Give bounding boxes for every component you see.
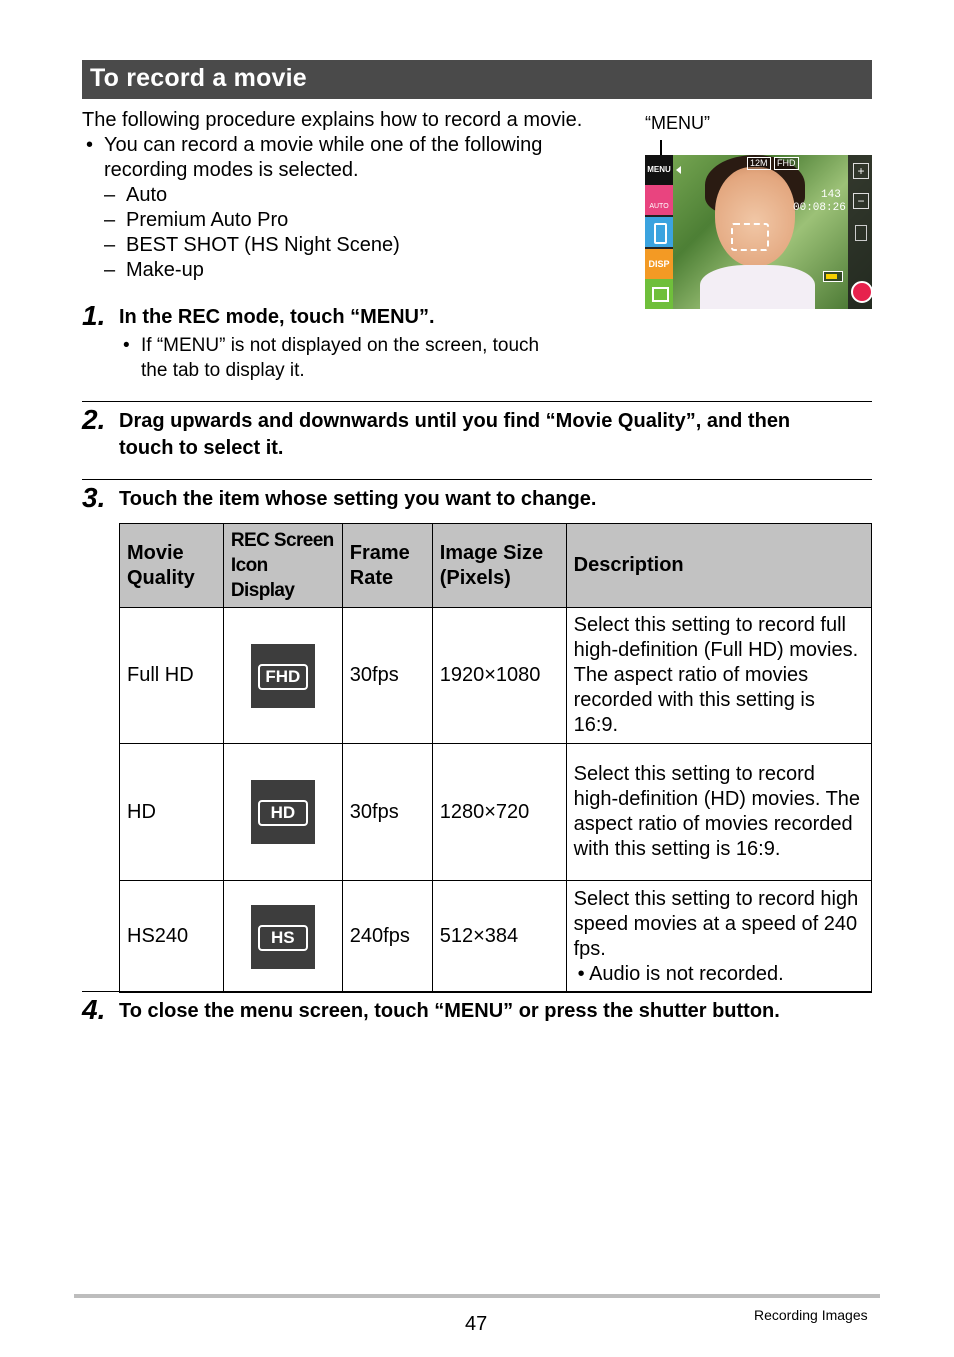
header-frame-rate: Frame Rate bbox=[342, 524, 432, 608]
play-icon bbox=[652, 287, 669, 302]
intro-bullet-line-2: recording modes is selected. bbox=[104, 159, 359, 181]
camera-right-panel bbox=[848, 155, 872, 309]
divider bbox=[82, 401, 872, 402]
face-detect-frame bbox=[731, 223, 769, 251]
mode-dash: – bbox=[104, 259, 116, 281]
header-image-size: Image Size (Pixels) bbox=[432, 524, 566, 608]
cell-frame-rate: 240fps bbox=[342, 881, 432, 993]
disp-tab[interactable]: DISP bbox=[645, 249, 673, 279]
page-number: 47 bbox=[465, 1313, 488, 1335]
phone-tab[interactable] bbox=[645, 217, 673, 247]
mode-item-best-shot: BEST SHOT (HS Night Scene) bbox=[126, 234, 400, 256]
photo-face bbox=[715, 167, 795, 267]
camera-sidebar bbox=[645, 155, 673, 309]
cell-icon bbox=[223, 881, 342, 993]
description-note: • Audio is not recorded. bbox=[577, 962, 784, 985]
divider bbox=[82, 991, 872, 992]
sidebar-collapse-arrow-icon[interactable] bbox=[676, 166, 681, 174]
mode-dash: – bbox=[104, 209, 116, 231]
zoom-in-button[interactable]: + bbox=[853, 163, 869, 179]
step-4-text: To close the menu screen, touch “MENU” or press the shutter button. bbox=[119, 1000, 780, 1022]
intro-bullet: • bbox=[86, 134, 94, 156]
step-2-text-line-2: touch to select it. bbox=[119, 437, 284, 459]
step-1-note-line-1: If “MENU” is not displayed on the screen, touch bbox=[141, 335, 540, 356]
image-size-badge: 12M bbox=[747, 157, 771, 170]
divider bbox=[82, 479, 872, 480]
auto-mode-tab[interactable]: AUTO bbox=[645, 185, 673, 215]
step-3-number: 3. bbox=[82, 482, 106, 513]
mode-item-premium-auto-pro: Premium Auto Pro bbox=[126, 209, 289, 231]
mode-dash: – bbox=[104, 184, 116, 206]
step-1-number: 1. bbox=[82, 300, 106, 331]
cell-description: Select this setting to record high-definition (HD) movies. The aspect ratio of movies recorded with this setting is 16:9. bbox=[566, 744, 871, 881]
step-1-note-line-2: the tab to display it. bbox=[141, 360, 305, 381]
menu-callout-label: “MENU” bbox=[645, 113, 710, 133]
intro-bullet-line-1: You can record a movie while one of the following bbox=[104, 134, 543, 156]
intro-text: The following procedure explains how to record a movie. bbox=[82, 109, 583, 131]
section-header bbox=[82, 60, 872, 99]
cell-frame-rate: 30fps bbox=[342, 744, 432, 881]
cell-quality: Full HD bbox=[120, 608, 224, 744]
movie-quality-badge: FHD bbox=[774, 157, 799, 170]
photo-shirt bbox=[700, 265, 815, 309]
mode-dash: – bbox=[104, 234, 116, 256]
cell-description bbox=[566, 881, 871, 993]
section-title: To record a movie bbox=[90, 64, 307, 92]
footer-rule bbox=[74, 1294, 880, 1298]
footer-section-name: Recording Images bbox=[754, 1307, 868, 1323]
zoom-out-button[interactable]: − bbox=[853, 193, 869, 209]
lock-icon bbox=[855, 225, 867, 241]
table-header-row bbox=[120, 524, 872, 608]
cell-quality: HD bbox=[120, 744, 224, 881]
step-2-number: 2. bbox=[82, 404, 106, 435]
cell-image-size: 1280×720 bbox=[432, 744, 566, 881]
hd-icon: HD bbox=[251, 780, 315, 844]
battery-icon bbox=[823, 271, 843, 282]
remaining-shots: 143 bbox=[821, 189, 841, 201]
step-1-text: In the REC mode, touch “MENU”. bbox=[119, 306, 435, 328]
header-description: Description bbox=[566, 524, 871, 608]
menu-tab[interactable]: MENU bbox=[645, 155, 673, 185]
remaining-time: 00:08:26 bbox=[793, 202, 846, 214]
description-text: Select this setting to record high speed movies at a speed of 240 fps. bbox=[573, 887, 859, 960]
phone-icon bbox=[654, 223, 667, 244]
hs-icon: HS bbox=[251, 905, 315, 969]
step-2-text-line-1: Drag upwards and downwards until you find “Movie Quality”, and then bbox=[119, 410, 791, 432]
movie-record-button[interactable] bbox=[851, 281, 872, 303]
table-row bbox=[120, 881, 872, 993]
header-rec-screen-icon: REC Screen Icon Display bbox=[223, 524, 342, 608]
step-3-text: Touch the item whose setting you want to change. bbox=[119, 488, 597, 510]
mode-item-auto: Auto bbox=[126, 184, 168, 206]
cell-quality: HS240 bbox=[120, 881, 224, 993]
movie-quality-table bbox=[119, 523, 872, 993]
table-row bbox=[120, 608, 872, 744]
step-1-note-bullet: • bbox=[123, 335, 130, 356]
cell-icon bbox=[223, 744, 342, 881]
camera-screen-illustration bbox=[645, 155, 872, 309]
mode-item-make-up: Make-up bbox=[126, 259, 204, 281]
cell-image-size: 1920×1080 bbox=[432, 608, 566, 744]
cell-image-size: 512×384 bbox=[432, 881, 566, 993]
playback-tab[interactable] bbox=[645, 279, 673, 309]
header-movie-quality: Movie Quality bbox=[120, 524, 224, 608]
step-4-number: 4. bbox=[82, 994, 106, 1025]
cell-icon bbox=[223, 608, 342, 744]
fhd-icon: FHD bbox=[251, 644, 315, 708]
table-row bbox=[120, 744, 872, 881]
cell-description: Select this setting to record full high-definition (Full HD) movies. The aspect ratio of movies recorded with this setting is 16:9. bbox=[566, 608, 871, 744]
cell-frame-rate: 30fps bbox=[342, 608, 432, 744]
